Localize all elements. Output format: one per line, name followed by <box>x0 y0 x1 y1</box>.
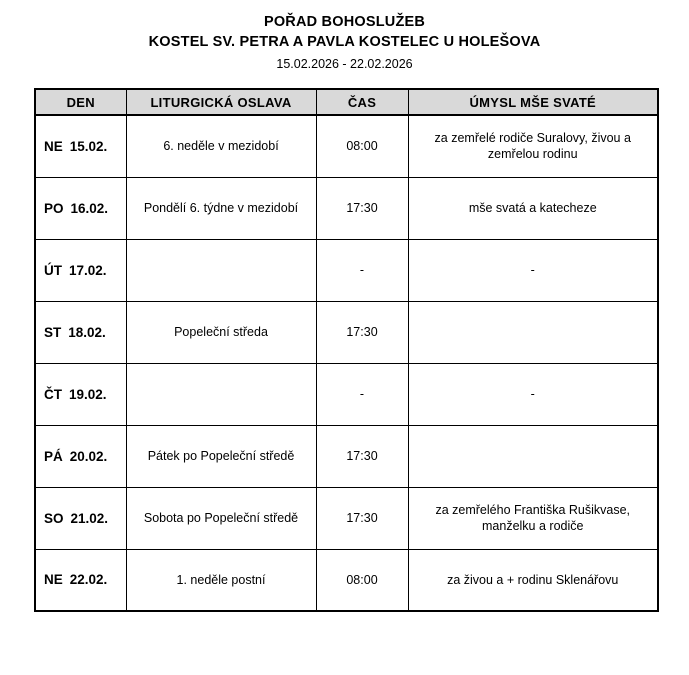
cell-intention: mše svatá a katecheze <box>408 177 658 239</box>
cell-intention: - <box>408 239 658 301</box>
day-date: 18.02. <box>68 324 106 340</box>
table-row <box>35 239 658 301</box>
day-name: ÚT <box>44 262 62 278</box>
day-name: NE <box>44 138 63 154</box>
cell-celebration: Popeleční středa <box>126 301 316 363</box>
schedule-table-body <box>35 115 658 611</box>
table-header-row <box>35 89 658 115</box>
table-row <box>35 177 658 239</box>
cell-day <box>35 177 126 239</box>
day-name: SO <box>44 510 64 526</box>
column-header-intention: ÚMYSL MŠE SVATÉ <box>408 89 658 115</box>
day-name: ČT <box>44 386 62 402</box>
day-name: PO <box>44 200 64 216</box>
day-name: ST <box>44 324 62 340</box>
document-header <box>0 0 689 74</box>
day-date: 22.02. <box>69 572 108 588</box>
date-range: 15.02.2026 - 22.02.2026 <box>276 57 413 71</box>
cell-time: 08:00 <box>316 115 408 177</box>
day-name: PÁ <box>44 448 63 464</box>
day-date: 17.02. <box>69 262 107 278</box>
cell-time: - <box>316 363 408 425</box>
cell-celebration: 6. neděle v mezidobí <box>126 115 316 177</box>
cell-day <box>35 549 126 611</box>
day-date: 19.02. <box>69 386 107 402</box>
cell-celebration: Pondělí 6. týdne v mezidobí <box>126 177 316 239</box>
cell-day <box>35 301 126 363</box>
cell-day <box>35 363 126 425</box>
cell-time: 17:30 <box>316 177 408 239</box>
cell-time: - <box>316 239 408 301</box>
day-date: 21.02. <box>70 510 109 526</box>
cell-celebration: Pátek po Popeleční středě <box>126 425 316 487</box>
table-row <box>35 487 658 549</box>
cell-celebration <box>126 239 316 301</box>
page-subtitle: KOSTEL SV. PETRA A PAVLA KOSTELEC U HOLEŠOVA <box>148 34 541 50</box>
cell-intention: - <box>408 363 658 425</box>
cell-intention <box>408 301 658 363</box>
schedule-table <box>34 88 659 612</box>
cell-day <box>35 487 126 549</box>
cell-day <box>35 239 126 301</box>
cell-intention: za živou a + rodinu Sklenářovu <box>408 549 658 611</box>
page-title: POŘAD BOHOSLUŽEB <box>263 14 426 30</box>
table-row <box>35 115 658 177</box>
table-row <box>35 301 658 363</box>
cell-intention: za zemřelého Františka Rušikvase, manželku a rodiče <box>408 487 658 549</box>
table-row <box>35 363 658 425</box>
cell-intention: za zemřelé rodiče Suralovy, živou a zemřelou rodinu <box>408 115 658 177</box>
cell-celebration: 1. neděle postní <box>126 549 316 611</box>
day-date: 16.02. <box>70 200 109 216</box>
column-header-day: DEN <box>35 89 126 115</box>
schedule-table-container <box>0 88 689 612</box>
cell-time: 17:30 <box>316 425 408 487</box>
table-row <box>35 425 658 487</box>
column-header-time: ČAS <box>316 89 408 115</box>
table-row <box>35 549 658 611</box>
day-name: NE <box>44 572 63 588</box>
cell-day <box>35 425 126 487</box>
column-header-celebration: LITURGICKÁ OSLAVA <box>126 89 316 115</box>
day-date: 20.02. <box>69 448 108 464</box>
cell-celebration <box>126 363 316 425</box>
day-date: 15.02. <box>69 138 108 154</box>
cell-intention <box>408 425 658 487</box>
cell-time: 17:30 <box>316 487 408 549</box>
cell-time: 08:00 <box>316 549 408 611</box>
cell-celebration: Sobota po Popeleční středě <box>126 487 316 549</box>
cell-day <box>35 115 126 177</box>
cell-time: 17:30 <box>316 301 408 363</box>
